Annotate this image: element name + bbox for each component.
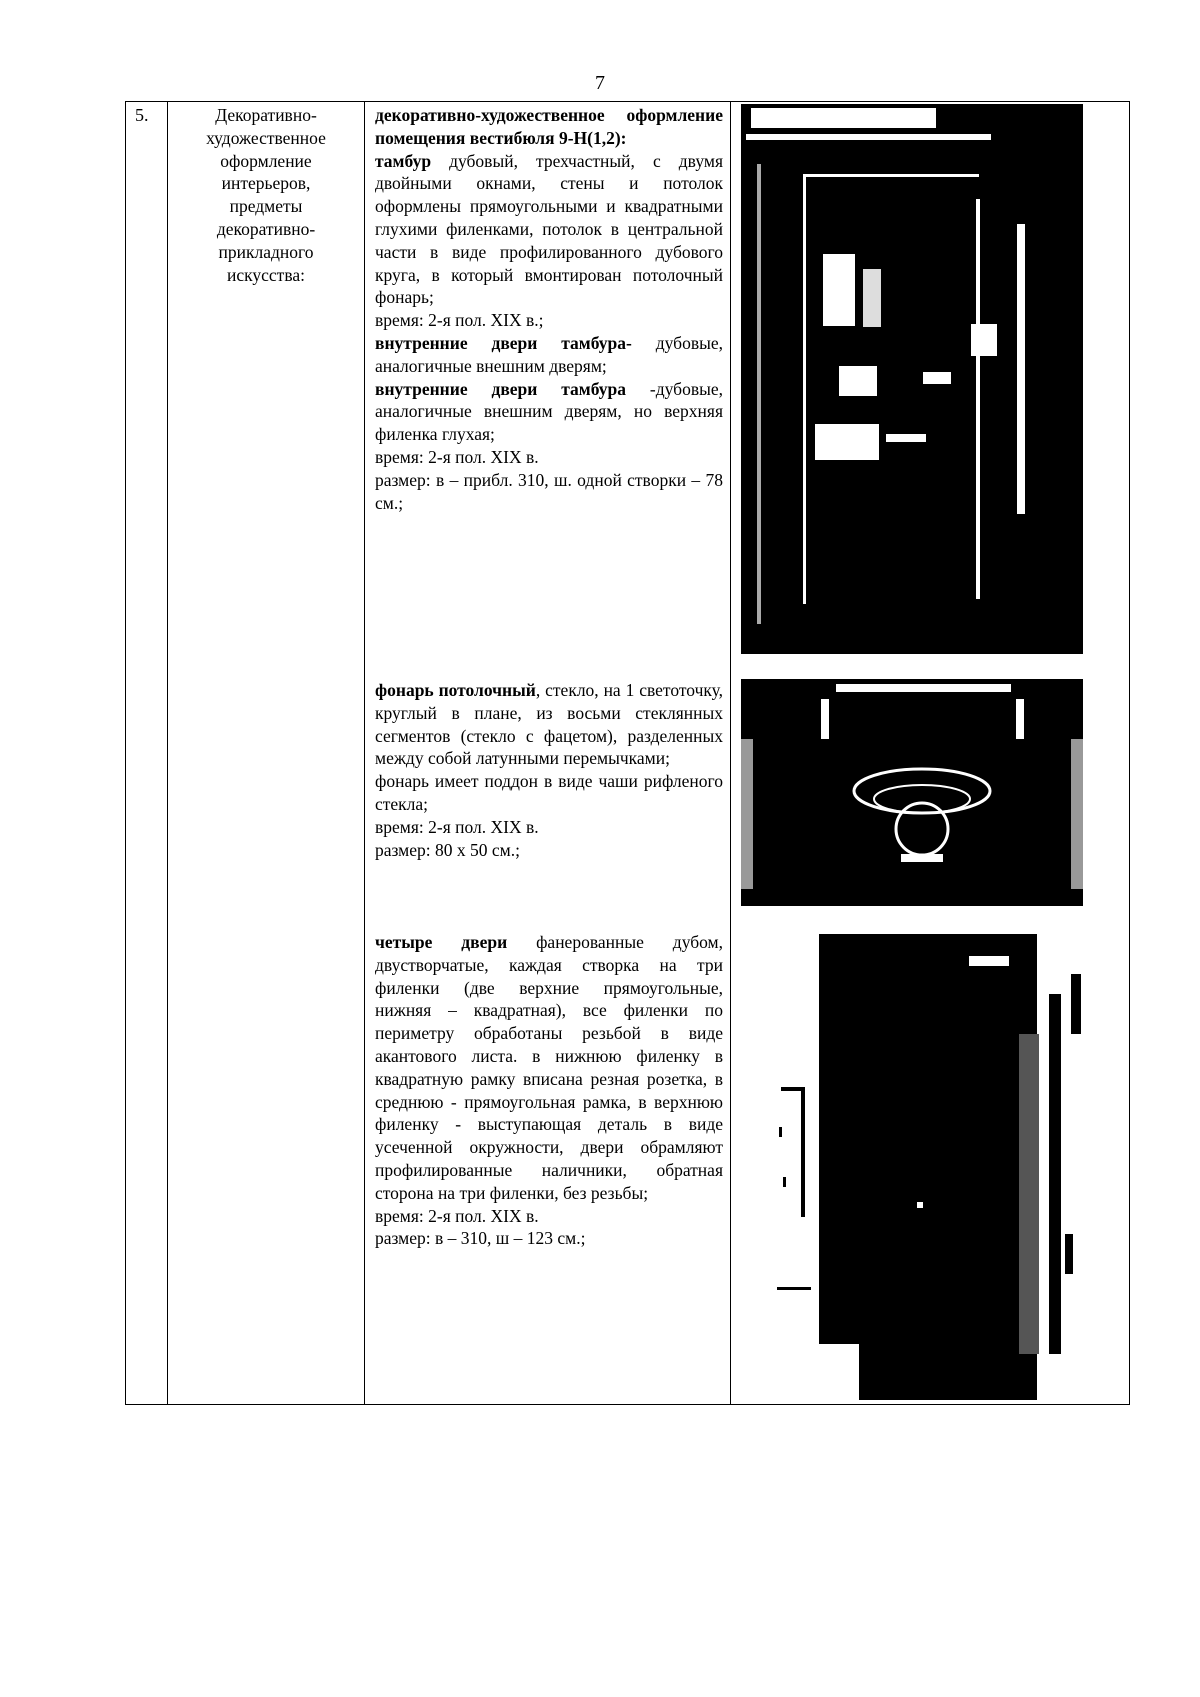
door-photo-side-drawing xyxy=(759,1057,811,1397)
row-number: 5. xyxy=(135,105,149,125)
vestibule-heading: декоративно-художественное оформление помещения вестибюля 9-Н(1,2): xyxy=(375,105,723,148)
inner-doors-text: дубовые, аналогичные внешним дверям; xyxy=(375,332,723,376)
inner-doors-time: время: 2-я пол. XIX в. xyxy=(375,446,539,467)
category-line: художественное xyxy=(206,127,326,148)
category-line: декоративно- xyxy=(216,218,316,239)
tambour-text: дубовый, трехчастный, с двумя двойными окнами, стены и потолок оформлены прямоугольными и квадратными глухими филенками, потолок в центральной части в виде профилированного дубового круга, в который вмонтирован потолочный фонарь; xyxy=(375,150,723,308)
tambour-label: тамбур xyxy=(375,150,432,171)
description-column xyxy=(365,102,731,1404)
lantern-text: , стекло, на 1 светоточку, круглый в плане, из восьми стеклянных сегментов (стекло с фацетом), разделенных между собой латунными перемычками; xyxy=(375,680,723,769)
category-line: интерьеров, xyxy=(221,173,311,194)
doors-label: четыре двери xyxy=(375,932,508,952)
vestibule-photo-drawing xyxy=(741,104,1083,654)
vestibule-description xyxy=(375,104,723,514)
inner-doors-label-2: внутренние двери тамбура xyxy=(375,378,627,399)
category-label xyxy=(168,102,364,286)
heritage-table xyxy=(125,101,1130,1405)
lantern-description xyxy=(375,679,723,861)
doors-size: размер: в – 310, ш – 123 см.; xyxy=(375,1228,586,1249)
doors-photo xyxy=(819,934,1091,1400)
inner-doors-text-2: -дубовые, аналогичные внешним дверям, но верхняя филенка глухая; xyxy=(375,378,723,445)
doors-text: фанерованные дубом, двустворчатые, каждая створка на три филенки (две верхние прямоугольные, нижняя – квадратная), все филенки по периметру обработаны резьбой в виде акантового листа. в нижнюю филенку в квадратную рамку вписана резная розетка, в среднюю - прямоугольная рамка, в верхнюю филенку - выступающая деталь в виде усеченной окружности, двери обрамляют профилированные наличники, обратная сторона на три филенки, без резьбы; xyxy=(375,932,723,1203)
doors-description xyxy=(375,931,723,1250)
door-photo-side xyxy=(759,1057,811,1397)
page-number: 7 xyxy=(595,72,605,94)
lantern-label: фонарь потолочный xyxy=(375,680,536,700)
category-line: оформление xyxy=(220,150,312,171)
tambour-time: время: 2-я пол. XIX в.; xyxy=(375,310,544,331)
ceiling-lantern-photo xyxy=(741,679,1083,906)
lantern-time: время: 2-я пол. XIX в. xyxy=(375,816,539,837)
category-line: Декоративно- xyxy=(215,105,317,125)
inner-doors-size: размер: в – прибл. 310, ш. одной створки – 78 см.; xyxy=(375,469,723,513)
doors-time: время: 2-я пол. XIX в. xyxy=(375,1205,539,1226)
category-line: искусства: xyxy=(227,264,305,285)
inner-doors-label: внутренние двери тамбура- xyxy=(375,332,632,353)
lantern-text-2: фонарь имеет поддон в виде чаши рифленого стекла; xyxy=(375,771,723,814)
photo-column xyxy=(731,102,1131,1404)
category-line: прикладного xyxy=(218,241,314,262)
lantern-size: размер: 80 х 50 см.; xyxy=(375,839,520,860)
doors-photo-drawing xyxy=(819,934,1091,1400)
category-column xyxy=(168,102,365,1404)
vestibule-photo xyxy=(741,104,1083,654)
category-line: предметы xyxy=(229,196,303,217)
ceiling-lantern-photo-drawing xyxy=(741,679,1083,906)
number-column xyxy=(126,102,168,1404)
